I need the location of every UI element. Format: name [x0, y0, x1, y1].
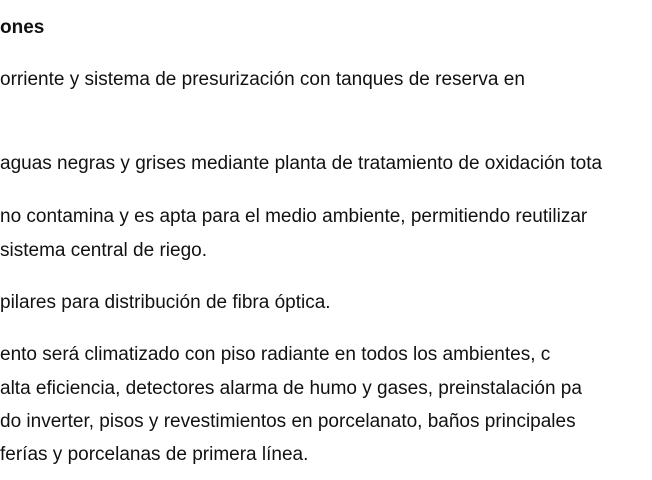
paragraph-line: do inverter, pisos y revestimientos en porcelanato, baños principales: [0, 411, 576, 432]
paragraph-line: no contamina y es apta para el medio ambiente, permitiendo reutilizar: [0, 206, 588, 227]
paragraph-line: aguas negras y grises mediante planta de tratamiento de oxidación tota: [0, 153, 603, 174]
paragraph-line: orriente y sistema de presurización con tanques de reserva en: [0, 69, 525, 90]
paragraph-line: alta eficiencia, detectores alarma de humo y gases, preinstalación pa: [0, 378, 582, 399]
paragraph-line: ferías y porcelanas de primera línea.: [0, 444, 309, 465]
paragraph-line: pilares para distribución de fibra óptica.: [0, 292, 331, 313]
paragraph-line: ento será climatizado con piso radiante en todos los ambientes, c: [0, 344, 551, 365]
section-heading: ones: [0, 17, 45, 38]
paragraph-line: sistema central de riego.: [0, 240, 207, 261]
